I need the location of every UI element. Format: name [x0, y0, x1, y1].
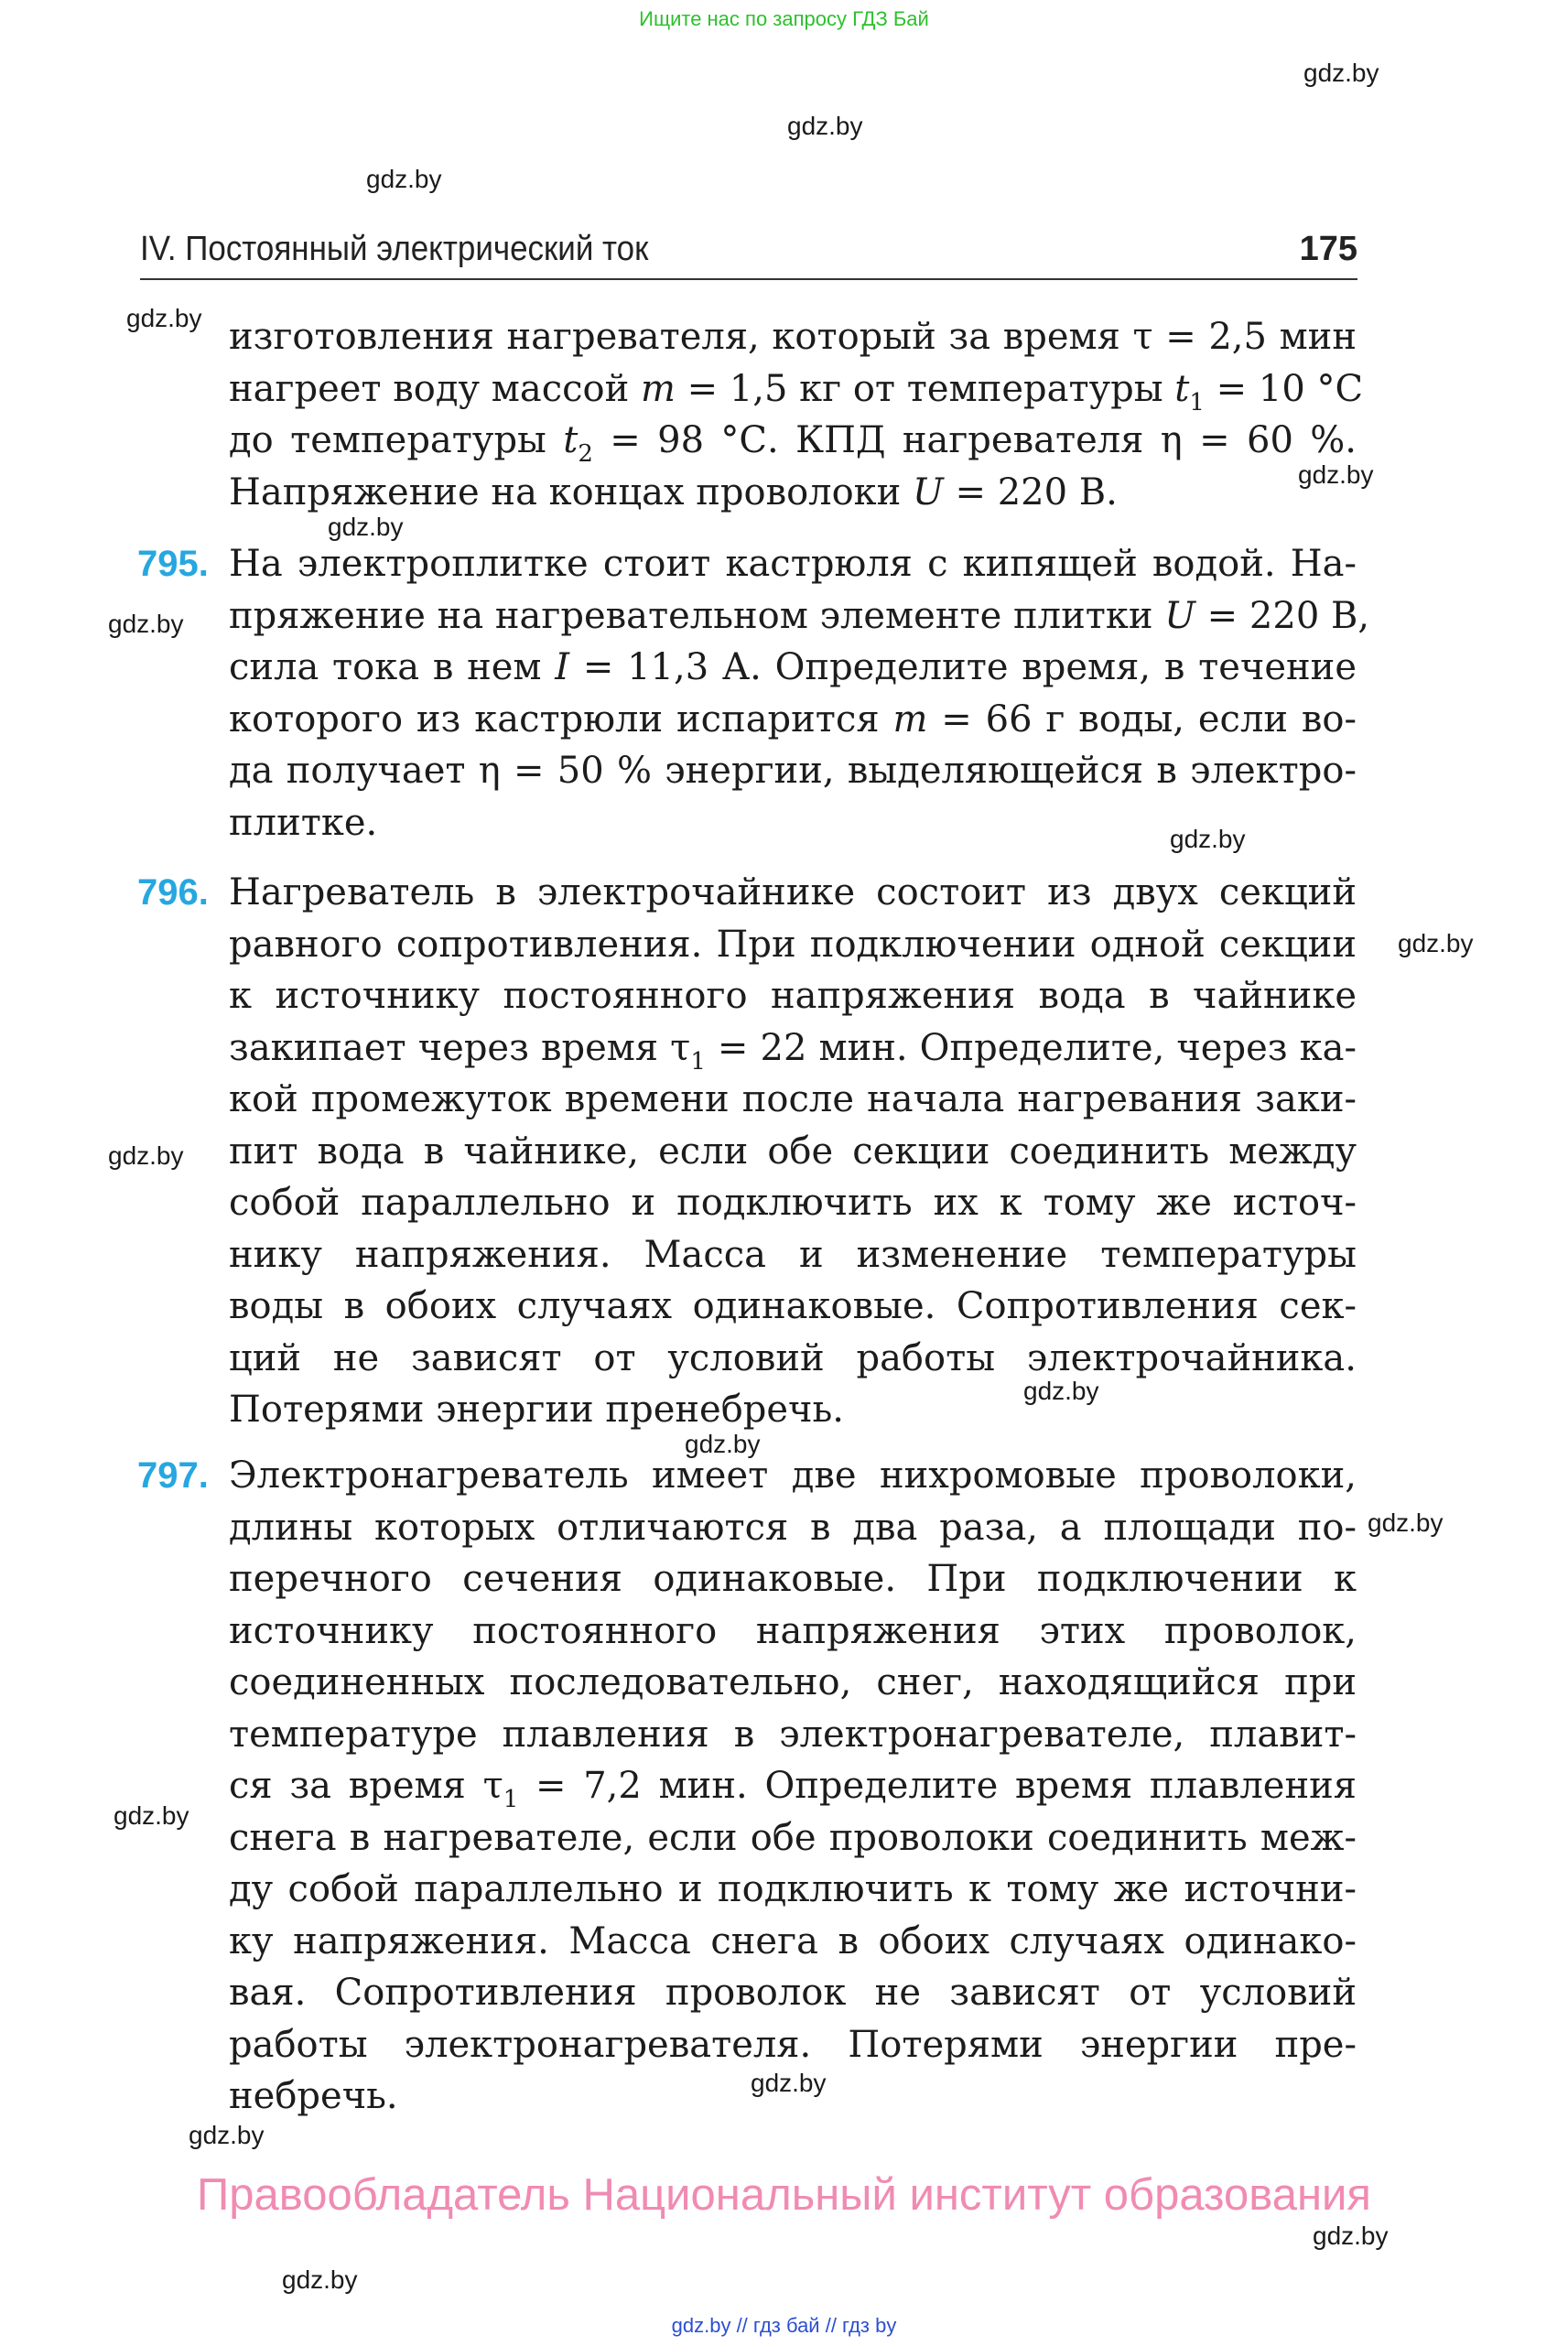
- top-banner: Ищите нас по запросу ГДЗ Бай: [639, 7, 929, 30]
- watermark: gdz.by: [1368, 1508, 1444, 1537]
- watermark: gdz.by: [1398, 929, 1474, 957]
- text-line: [229, 1709, 1357, 1761]
- text-run: На электроплитке стоит кастрюля с кипящей водой. На-: [229, 543, 1357, 585]
- text-line: [229, 745, 1357, 797]
- text-run: нику напряжения. Масса и изменение температуры: [229, 1233, 1357, 1276]
- text-line: [229, 642, 1357, 694]
- text-line: [229, 1864, 1357, 1916]
- text-line: [229, 1229, 1357, 1281]
- chapter-title: IV. Постоянный электрический ток: [140, 230, 649, 268]
- text-run: да получает η = 50 % энергии, выделяющейся в электро-: [229, 750, 1357, 792]
- subscript: 1: [503, 1786, 519, 1813]
- text-line: [229, 867, 1357, 919]
- variable: U: [1164, 594, 1195, 637]
- text-run: сила тока в нем: [229, 646, 556, 688]
- text-line: [229, 1760, 1357, 1812]
- text-run: ду собой параллельно и подключить к тому же источни-: [229, 1868, 1357, 1910]
- variable: t: [1174, 367, 1190, 410]
- problem-number-797: 797.: [137, 1455, 209, 1496]
- text-run: Электронагреватель имеет две нихромовые проволоки,: [229, 1454, 1357, 1497]
- text-run: температуре плавления в электронагревателе, плавит-: [229, 1713, 1357, 1756]
- text-line: [229, 467, 1357, 519]
- text-run: = 11,3 А. Определите время, в течение: [569, 646, 1357, 688]
- watermark: gdz.by: [126, 304, 202, 332]
- text-run: Потерями энергии пренебречь.: [229, 1389, 844, 1431]
- watermark: gdz.by: [282, 2265, 358, 2294]
- problem-number-796: 796.: [137, 872, 209, 913]
- text-run: = 1,5 кг от температуры: [675, 367, 1175, 410]
- text-run: нагреет воду массой: [229, 367, 641, 410]
- problem-797-text: [229, 1450, 1357, 2123]
- watermark: gdz.by: [114, 1801, 189, 1830]
- text-run: к источнику постоянного напряжения вода в чайнике: [229, 975, 1357, 1017]
- text-run: плитке.: [229, 801, 378, 844]
- text-run: снега в нагревателе, если обе проволоки соединить меж-: [229, 1816, 1357, 1859]
- text-run: пит вода в чайнике, если обе секции соединить между: [229, 1130, 1357, 1173]
- text-run: кой промежуток времени после начала нагревания заки-: [229, 1078, 1357, 1120]
- text-line: [229, 311, 1357, 363]
- text-line: [229, 1812, 1357, 1865]
- text-run: = 22 мин. Определите, через ка-: [705, 1026, 1357, 1069]
- text-line: [229, 919, 1357, 971]
- text-line: [229, 590, 1370, 643]
- text-run: Нагреватель в электрочайнике состоит из двух секций: [229, 871, 1357, 914]
- text-run: ся за время τ: [229, 1765, 503, 1807]
- text-run: = 220 В,: [1195, 594, 1370, 637]
- subscript: 1: [690, 1047, 706, 1076]
- text-line: [229, 694, 1357, 746]
- watermark: gdz.by: [108, 610, 184, 638]
- text-line: [229, 1657, 1357, 1709]
- text-line: [229, 1281, 1357, 1333]
- text-run: Напряжение на концах проволоки: [229, 470, 914, 514]
- variable: m: [640, 367, 676, 410]
- text-line: [229, 1967, 1357, 2019]
- text-run: длины которых отличаются в два раза, а площади по-: [229, 1506, 1357, 1549]
- copyright-notice: Правообладатель Национальный институт образования: [197, 2170, 1371, 2220]
- text-run: перечного сечения одинаковые. При подключении к: [229, 1558, 1357, 1600]
- text-line: [229, 1502, 1357, 1554]
- watermark: gdz.by: [1313, 2222, 1389, 2250]
- text-run: равного сопротивления. При подключении одной секции: [229, 923, 1357, 966]
- text-run: пряжение на нагревательном элементе плитки: [229, 594, 1165, 637]
- problem-796-text: [229, 867, 1357, 1436]
- watermark: gdz.by: [787, 112, 863, 140]
- text-line: [229, 1022, 1357, 1075]
- text-line: [229, 1553, 1357, 1605]
- variable: t: [563, 419, 579, 461]
- text-run: источнику постоянного напряжения этих проволок,: [229, 1609, 1357, 1652]
- text-line: [229, 1126, 1357, 1178]
- problem-795-text: [229, 538, 1370, 849]
- watermark: gdz.by: [189, 2121, 265, 2149]
- text-run: = 98 °С. КПД нагревателя η = 60 %.: [592, 419, 1357, 461]
- watermark: gdz.by: [1023, 1377, 1099, 1405]
- text-run: = 66 г воды, если во-: [927, 697, 1357, 741]
- text-line: [229, 1177, 1357, 1229]
- text-line: [229, 538, 1357, 590]
- footer-links: gdz.by // гдз бай // гдз by: [671, 2314, 897, 2337]
- text-run: ций не зависят от условий работы электрочайника.: [229, 1336, 1357, 1379]
- variable: U: [913, 470, 944, 514]
- text-run: = 7,2 мин. Определите время плавления: [518, 1765, 1357, 1807]
- text-run: вая. Сопротивления проволок не зависят от условий: [229, 1972, 1357, 2014]
- text-run: до температуры: [229, 419, 564, 461]
- text-line: [229, 2019, 1357, 2071]
- text-run: = 10 °С: [1204, 367, 1364, 410]
- page-header: [140, 225, 1357, 280]
- text-run: изготовления нагревателя, который за время τ = 2,5 мин: [229, 316, 1357, 358]
- text-run: воды в обоих случаях одинаковые. Сопротивления сек-: [229, 1285, 1357, 1327]
- problem-number-795: 795.: [137, 544, 209, 584]
- text-run: = 220 В.: [943, 470, 1118, 514]
- subscript: 1: [1189, 388, 1205, 416]
- text-run: которого из кастрюли испарится: [229, 697, 893, 741]
- text-line: [229, 1074, 1357, 1126]
- continuation-text: [229, 311, 1364, 518]
- watermark: gdz.by: [1303, 59, 1379, 87]
- text-line: [229, 363, 1364, 416]
- subscript: 2: [578, 440, 593, 468]
- watermark: gdz.by: [1298, 460, 1374, 489]
- watermark: gdz.by: [1170, 825, 1246, 853]
- watermark: gdz.by: [108, 1141, 184, 1170]
- page-number: 175: [1299, 230, 1357, 268]
- watermark: gdz.by: [685, 1430, 761, 1458]
- text-run: работы электронагревателя. Потерями энергии пре-: [229, 2023, 1357, 2066]
- text-line: [229, 970, 1357, 1022]
- text-run: соединенных последовательно, снег, находящийся при: [229, 1661, 1357, 1703]
- text-line: [229, 1333, 1357, 1385]
- text-run: ку напряжения. Масса снега в обоих случаях одинако-: [229, 1919, 1357, 1962]
- text-line: [229, 1384, 1357, 1436]
- text-run: закипает через время τ: [229, 1026, 691, 1069]
- text-run: собой параллельно и подключить их к тому же источ-: [229, 1182, 1357, 1224]
- text-line: [229, 1450, 1357, 1502]
- text-line: [229, 415, 1357, 467]
- text-line: [229, 1916, 1357, 1968]
- text-run: небречь.: [229, 2075, 398, 2117]
- variable: I: [555, 646, 570, 688]
- watermark: gdz.by: [328, 513, 404, 541]
- variable: m: [892, 697, 928, 741]
- text-line: [229, 1605, 1357, 1658]
- watermark: gdz.by: [366, 165, 442, 193]
- watermark: gdz.by: [751, 2069, 827, 2097]
